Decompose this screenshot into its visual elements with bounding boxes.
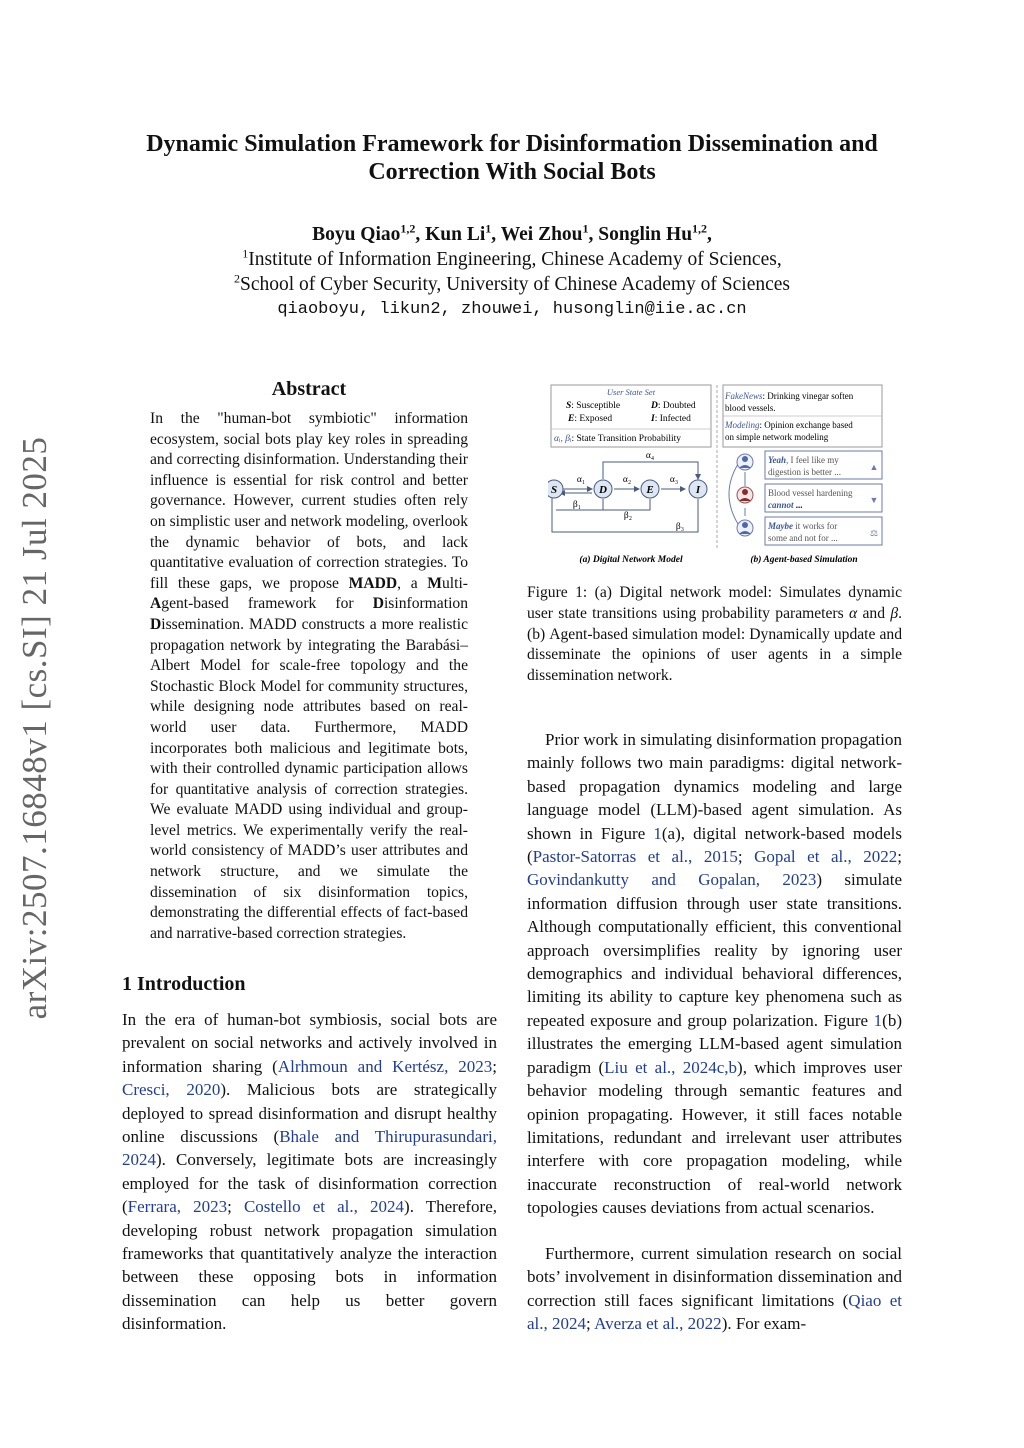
author-1-sup: 1,2 xyxy=(400,221,416,236)
para-text: (a), digital network-based models ( xyxy=(527,823,902,867)
alpha2-label: α₂ xyxy=(622,475,632,485)
figure-ref-link[interactable]: 1 xyxy=(653,823,662,843)
state-node-d xyxy=(594,480,612,498)
para-text: ; xyxy=(897,847,902,867)
alpha4-label: α₄ xyxy=(645,451,655,461)
beta1-label: β₁ xyxy=(572,500,582,510)
title-line-1: Dynamic Simulation Framework for Disinformation Dissemination and xyxy=(146,131,878,157)
citation-link[interactable]: Liu et al., 2024c,b xyxy=(604,1057,738,1077)
bubble-3-text-2: some and not for ... xyxy=(768,533,838,543)
modeling-text-1: : Opinion exchange based xyxy=(759,420,853,430)
subcaption-b: (b) Agent-based Simulation xyxy=(750,555,858,565)
citation-link[interactable]: Averza et al., 2022 xyxy=(594,1314,722,1334)
paper-title xyxy=(110,130,914,186)
state-node-i xyxy=(689,480,707,498)
bots-limitations-text xyxy=(527,1242,902,1336)
citation-link[interactable]: Bhale and Thirupurasundari, 2024 xyxy=(122,1127,497,1170)
alpha1-label: α₁ xyxy=(576,475,586,485)
author-4-sup: 1,2 xyxy=(692,221,708,236)
para-text: ), which improves user behavior modeling through semantic features and opinion propagating. However, it still faces notable limitations, redundant and irrelevant user attributes interfere with core propagation modeling, while inaccurate reconstruction of real-world network topologies causes deviations from actual scenarios. xyxy=(527,1057,902,1218)
intro-text: ). Conversely, legitimate bots are increasingly employed for the task of disinformation correction ( xyxy=(122,1150,497,1217)
transition-prob-line xyxy=(554,434,681,444)
intro-text: ). Malicious bots are strategically deployed to spread disinformation and disrupt healthy online discussions ( xyxy=(122,1080,497,1147)
caption-text-1: Figure 1: (a) Digital network model: Simulates dynamic user state transitions using probability parameters xyxy=(527,584,902,622)
prior-work-paragraph xyxy=(527,728,902,1220)
para-text: ). For exam- xyxy=(721,1314,807,1334)
author-2-sup: 1 xyxy=(485,221,492,236)
bubble-3-line-1 xyxy=(767,521,837,531)
user-state-set-label: User State Set xyxy=(606,387,656,397)
citation-link[interactable]: Ferrara, 2023 xyxy=(127,1197,228,1217)
modeling-text-2: on simple network modeling xyxy=(725,432,829,442)
intro-text: ; xyxy=(227,1197,244,1217)
state-node-s xyxy=(548,480,563,498)
abstract-heading: Abstract xyxy=(271,378,347,400)
state-i-line xyxy=(650,413,691,424)
state-e-line xyxy=(567,414,612,424)
affiliation-2 xyxy=(110,272,914,297)
state-s-text: : Susceptible xyxy=(571,401,621,411)
abstract-issem: issemination xyxy=(161,615,241,633)
state-s-label: S xyxy=(566,401,572,411)
bubble-2-text-1: Blood vessel hardening xyxy=(768,488,853,498)
state-d-text: : Doubted xyxy=(657,401,696,411)
caption-text-2: and xyxy=(857,604,891,622)
fakenews-line-1 xyxy=(724,391,854,401)
section-heading-introduction: 1 Introduction xyxy=(122,973,246,995)
thumbs-up-icon: ▲ xyxy=(869,462,879,472)
state-i-label: I xyxy=(651,414,655,424)
citation-link[interactable]: Pastor-Satorras et al., 2015 xyxy=(532,847,738,867)
node-d-label: D xyxy=(599,484,607,496)
state-d-label: D xyxy=(651,401,658,411)
bubble-3-emphasis: Maybe xyxy=(768,521,793,531)
title-line-2: Correction With Social Bots xyxy=(368,159,656,185)
citation-link[interactable]: Qiao et al., 2024 xyxy=(527,1290,902,1334)
abstract-d2: D xyxy=(150,615,162,633)
state-e-label: E xyxy=(568,414,575,424)
author-3-sup: 1 xyxy=(582,221,589,236)
intro-paragraph xyxy=(122,1008,497,1336)
abstract-isinfo: isinformation xyxy=(383,595,468,613)
caption-text-3: . (b) Agent-based simulation model: Dynamically update and disseminate the opinions of user agents in a simple dissemination network. xyxy=(527,604,902,685)
abstract-a: A xyxy=(150,595,162,613)
modeling-label: Modeling xyxy=(725,420,760,430)
fakenews-text-2: blood vessels. xyxy=(725,403,776,413)
bubble-2-emphasis: cannot xyxy=(768,500,794,510)
agent-1-icon xyxy=(737,454,753,470)
agent-3-icon xyxy=(737,520,753,536)
transition-prob-text: : State Transition Probability xyxy=(571,434,682,444)
abstract-ulti: ulti- xyxy=(442,574,468,592)
abstract-gent: gent-based framework for xyxy=(161,595,373,613)
abstract-text-3: . MADD constructs a more realistic propagation network by integrating the Barabási–Albert Model for scale-free topology and the Stochastic Block Model for community structures, while designing node attributes based on real-world user data. Furthermore, MADD incorporates both malicious and legitimate bots, with their controlled dynamic participation allows for quantitative analysis of correction strategies. We evaluate MADD using individual and group-level metrics. We experimentally verify the real-world consistency of MADD’s user attributes and network structure, and we simulate the dissemination of six disinformation topics, demonstrating the differential effects of fact-based and narrative-based correction strategies. xyxy=(150,615,468,942)
para-text: ; xyxy=(737,847,755,867)
beta3-label: β₃ xyxy=(675,522,685,532)
abstract-text-2: , a xyxy=(397,574,428,592)
thumbs-down-icon: ▼ xyxy=(869,495,879,505)
citation-link[interactable]: Costello et al., 2024 xyxy=(243,1197,405,1217)
intro-text: ). Therefore, developing robust network propagation simulation frameworks that quantitatively analyze the interaction between these opposing bots in information dissemination can help us better govern disinformation. xyxy=(122,1197,498,1334)
abstract-body xyxy=(150,409,468,944)
para-text: Furthermore, current simulation research on social bots’ involvement in disinformation dissemination and correction still faces significant limitations ( xyxy=(527,1244,902,1310)
bubble-1-text-2: digestion is better ... xyxy=(768,467,841,477)
bubble-2-line-2 xyxy=(768,500,803,510)
subcaption-a: (a) Digital Network Model xyxy=(579,555,683,565)
node-s-label: S xyxy=(550,484,558,496)
author-names: Boyu Qiao$^{1,2}$, Kun Li$^1$, Wei Zhou$^1$, Songlin Hu$^{1,2}$, xyxy=(312,221,712,245)
author-3: Wei Zhou xyxy=(500,224,583,245)
caption-beta: β xyxy=(890,604,899,622)
figure-1 xyxy=(548,382,886,568)
citation-link[interactable]: Alrhmoun and Kertész, 2023 xyxy=(277,1056,493,1076)
para-text: ) simulate information diffusion through user state transitions. Although computationally efficient, this conventional approach oversimplifies reality by ignoring user demographics and individual behavioral differences, limiting its ability to capture key phenomena such as repeated exposure and group polarization. Figure xyxy=(527,870,902,1030)
author-block xyxy=(110,222,914,322)
figure-1-caption xyxy=(527,583,902,687)
bots-limitations-paragraph xyxy=(527,1242,902,1336)
alpha-beta-label: αᵢ, βᵢ xyxy=(554,434,572,444)
alpha3-label: α₃ xyxy=(669,475,679,485)
caption-alpha: α xyxy=(848,604,858,622)
fakenews-label: FakeNews xyxy=(725,391,763,401)
affiliation-1 xyxy=(110,247,914,272)
node-i-label: I xyxy=(695,484,701,496)
state-i-text: : Infected xyxy=(654,414,691,424)
beta2-label: β₂ xyxy=(623,511,633,521)
citation-link[interactable]: Govindankutty and Gopalan, 2023 xyxy=(527,870,817,890)
arxiv-stamp-text: arXiv:2507.16848v1 [cs.SI] 21 Jul 2025 xyxy=(15,436,54,1019)
author-1: Boyu Qiao xyxy=(312,224,401,245)
state-node-e xyxy=(641,480,659,498)
author-4: Songlin Hu xyxy=(598,224,693,245)
para-text: Prior work in simulating disinformation propagation mainly follows two main paradigms: digital network-based propagation dynamics modeling and large language model (LLM)-based agent simulation. As shown in Figure xyxy=(527,730,902,843)
state-e-text: : Exposed xyxy=(574,414,613,424)
intro-text: ; xyxy=(492,1056,498,1076)
para-text: (b) illustrates the emerging LLM-based agent simulation paradigm ( xyxy=(527,1010,902,1077)
aff2-sup: 2 xyxy=(233,271,240,286)
bubble-1-text-1: , I feel like my xyxy=(786,455,839,465)
intro-text: In the era of human-bot symbiosis, social bots are prevalent on social networks and actively involved in information sharing ( xyxy=(122,1010,497,1076)
scale-icon: ⚖ xyxy=(869,528,879,538)
fakenews-text-1: : Drinking vinegar soften xyxy=(762,391,854,401)
bubble-3-text-1: it works for xyxy=(793,521,838,531)
modeling-line-1 xyxy=(724,420,853,430)
abstract-m: M xyxy=(427,574,442,592)
aff1-text: Institute of Information Engineering, Chinese Academy of Sciences, xyxy=(248,249,782,270)
aff2-text: School of Cyber Security, University of Chinese Academy of Sciences xyxy=(239,274,791,295)
citation-link[interactable]: Gopal et al., 2022 xyxy=(754,847,898,867)
bubble-2-text-2: ... xyxy=(793,500,803,510)
state-d-line xyxy=(650,401,696,411)
node-e-label: E xyxy=(646,484,654,496)
aff1-sup: 1 xyxy=(242,246,249,261)
prior-work-text xyxy=(527,728,902,1220)
figure-ref-link[interactable]: 1 xyxy=(873,1010,883,1030)
arxiv-stamp xyxy=(15,436,54,1019)
author-emails: qiaoboyu, likun2, zhouwei, husonglin@iie.ac.cn xyxy=(277,300,747,319)
abstract-d1: D xyxy=(372,595,384,613)
citation-link[interactable]: Cresci, 2020 xyxy=(122,1080,221,1100)
bubble-1-emphasis: Yeah xyxy=(768,455,786,465)
abstract-text-1: In the "human-bot symbiotic" information ecosystem, social bots play key roles in spreading and correcting disinformation. Understanding their influence is essential for risk control and better governance. However, current studies often rely on simplistic user and network modeling, overlook the dynamic behavior of bots, and lack quantitative evaluation of correction strategies. To fill these gaps, we propose xyxy=(150,410,468,592)
para-text: ; xyxy=(586,1314,595,1334)
agent-2-icon xyxy=(737,487,753,503)
author-2: Kun Li xyxy=(425,224,486,245)
bubble-1-line-1 xyxy=(768,455,839,465)
state-s-line xyxy=(566,401,620,411)
abstract-madd: MADD xyxy=(348,574,398,592)
